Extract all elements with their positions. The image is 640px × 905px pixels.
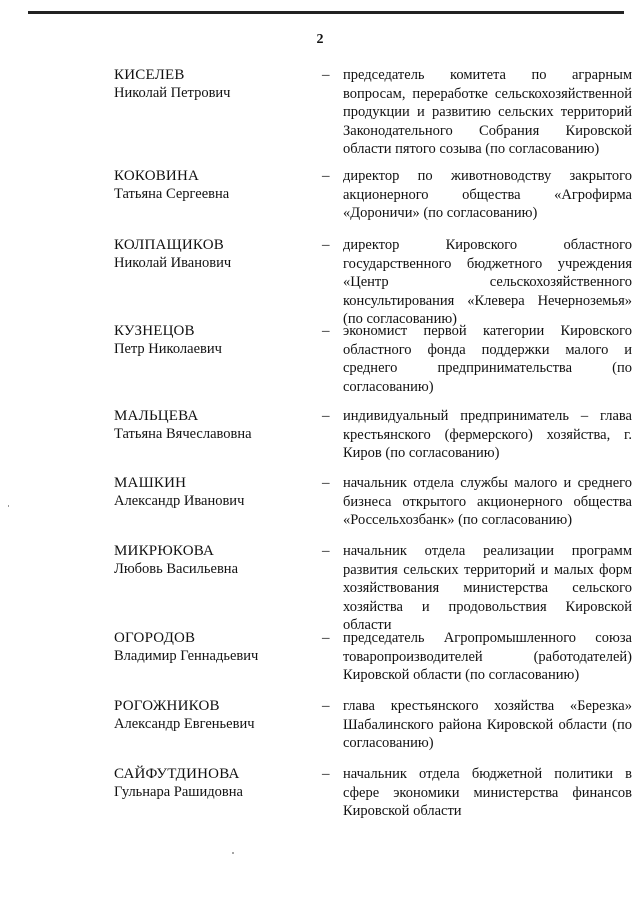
member-given-names: Любовь Васильевна — [114, 561, 239, 577]
separator-dash: – — [322, 766, 330, 782]
member-role: начальник отдела службы малого и среднего бизнеса открытого акционерного общества «Россельхозбанк» (по согласованию) — [343, 475, 632, 529]
member-surname: РОГОЖНИКОВ — [114, 698, 220, 714]
member-given-names: Николай Иванович — [114, 255, 232, 271]
member-role: глава крестьянского хозяйства «Березка» Шабалинского района Кировской области (по согласованию) — [343, 698, 632, 752]
member-given-names: Татьяна Сергеевна — [114, 186, 230, 202]
scan-speck — [232, 852, 234, 854]
member-given-names: Татьяна Вячеславовна — [114, 426, 252, 442]
member-surname: КОЛПАЩИКОВ — [114, 237, 224, 253]
separator-dash: – — [322, 475, 330, 491]
separator-dash: – — [322, 237, 330, 253]
member-role: экономист первой категории Кировского областного фонда поддержки малого и среднего предпринимательства (по согласованию) — [343, 323, 632, 395]
member-role: председатель комитета по аграрным вопросам, переработке сельскохозяйственной продукции и развитию сельских территорий Законодательного Собрания Кировской области пятого созыва (по согласованию) — [343, 67, 632, 158]
member-surname: КУЗНЕЦОВ — [114, 323, 195, 339]
member-given-names: Владимир Геннадьевич — [114, 648, 259, 664]
member-given-names: Гульнара Рашидовна — [114, 784, 243, 800]
member-given-names: Николай Петрович — [114, 85, 231, 101]
member-role: директор по животноводству закрытого акционерного общества «Агрофирма «Дороничи» (по согласованию) — [343, 168, 632, 222]
member-given-names: Александр Иванович — [114, 493, 245, 509]
member-given-names: Александр Евгеньевич — [114, 716, 255, 732]
separator-dash: – — [322, 543, 330, 559]
member-role: председатель Агропромышленного союза товаропроизводителей (работодателей) Кировской области (по согласованию) — [343, 630, 632, 684]
top-border-line — [28, 11, 624, 14]
member-role: начальник отдела бюджетной политики в сфере экономики министерства финансов Кировской области — [343, 766, 632, 820]
member-surname: КОКОВИНА — [114, 168, 200, 184]
member-role: индивидуальный предприниматель – глава крестьянского (фермерского) хозяйства, г. Киров (по согласованию) — [343, 408, 632, 462]
member-role: начальник отдела реализации программ развития сельских территорий и малых форм хозяйствования министерства сельского хозяйства и продовольствия Кировской области — [343, 543, 632, 634]
member-surname: МИКРЮКОВА — [114, 543, 215, 559]
separator-dash: – — [322, 630, 330, 646]
separator-dash: – — [322, 323, 330, 339]
page-number: 2 — [316, 32, 324, 47]
member-surname: САЙФУТДИНОВА — [114, 766, 240, 782]
separator-dash: – — [322, 698, 330, 714]
member-given-names: Петр Николаевич — [114, 341, 222, 357]
member-surname: МАЛЬЦЕВА — [114, 408, 199, 424]
member-role: директор Кировского областного государственного бюджетного учреждения «Центр сельскохозяйственного консультирования «Клевера Нечерноземья» (по согласованию) — [343, 237, 632, 328]
separator-dash: – — [322, 168, 330, 184]
member-surname: ОГОРОДОВ — [114, 630, 196, 646]
separator-dash: – — [322, 408, 330, 424]
separator-dash: – — [322, 67, 330, 83]
scan-speck — [8, 505, 9, 507]
member-surname: КИСЕЛЕВ — [114, 67, 185, 83]
member-surname: МАШКИН — [114, 475, 187, 491]
